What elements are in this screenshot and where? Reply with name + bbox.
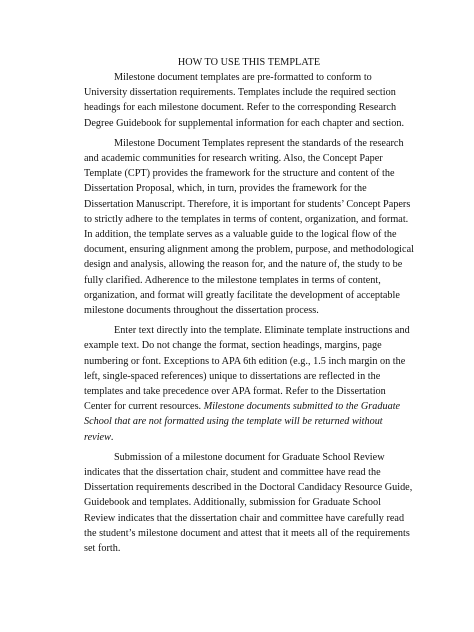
paragraph-entering-text-end: . (110, 431, 114, 443)
document-title: HOW TO USE THIS TEMPLATE (177, 57, 321, 68)
document-page (84, 55, 414, 561)
paragraph-milestone-standards: Milestone Document Templates represent the standards of the research and academic communities for research writing. Also, the Concept Paper Template (CPT) provides the framework for the structure and content of the Dissertation Proposal, which, in turn, provides the framework for the Dissertation Manuscript. Therefore, it is important for students’ Concept Papers to strictly adhere to the templates in terms of content, organization, and format. In addition, the template serves as a valuable guide to the logical flow of the document, ensuring alignment among the problem, purpose, and methodological design and analysis, allowing the reason for, and the nature of, the study to be fully clarified. Adherence to the milestone templates in terms of content, organization, and format will greatly facilitate the development of acceptable milestone documents throughout the dissertation process. (84, 137, 414, 317)
paragraph-entering-text-body: Enter text directly into the template. Eliminate template instructions and example text. Do not change the format, section headings, margins, page numbering or font. Exceptions to APA 6th edition (e.g., 1.5 inch margin on the left, single-spaced references) unique to dissertations are reflected in the templates and take precedence over APA format. Refer to the Dissertation Center for current resources. (84, 325, 410, 413)
paragraph-submission-review: Submission of a milestone document for Graduate School Review indicates that the dissertation chair, student and committee have read the Dissertation requirements described in the Doctoral Candidacy Resource Guide, Guidebook and templates. Additionally, submission for Graduate School Review indicates that the dissertation chair and committee have carefully read the student’s milestone document and attest that it meets all of the requirements set forth. (84, 451, 413, 555)
paragraph-entering-text (84, 323, 414, 445)
paragraph-warning-italic: Milestone documents submitted to the Graduate School that are not formatted using the template will be returned without review (84, 401, 401, 443)
paragraph-templates-intro: Milestone document templates are pre-formatted to conform to University dissertation requirements. Templates include the required section headings for each milestone document. Refer to the corresponding Research Degree Guidebook for supplemental information for each chapter and section. (84, 72, 405, 129)
